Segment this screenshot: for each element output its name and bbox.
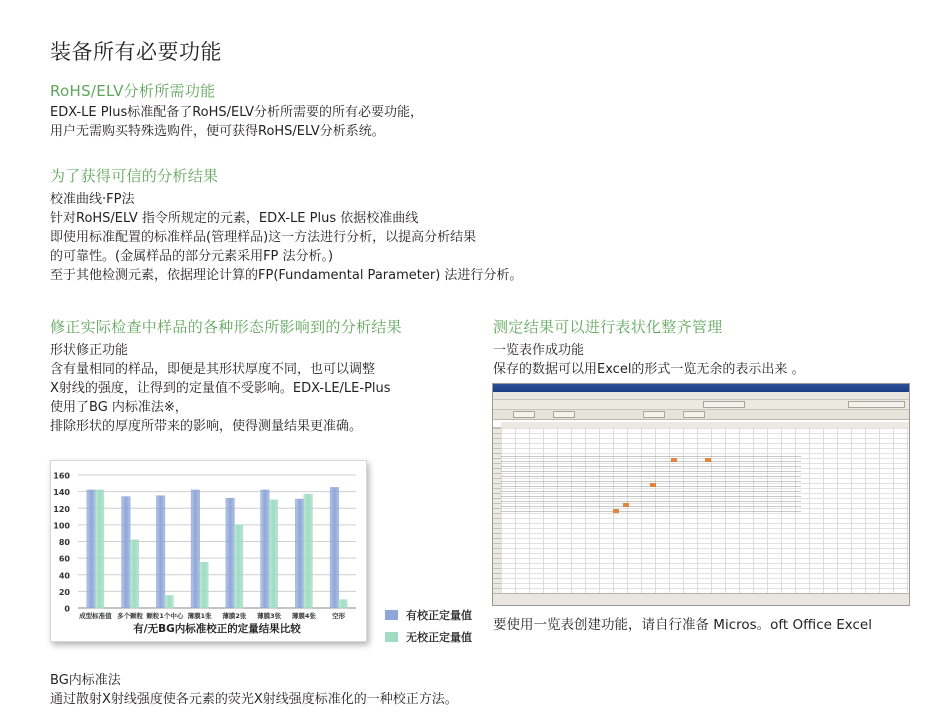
- chart-frame: [50, 460, 367, 642]
- x-tick-label: 薄膜1张: [187, 612, 212, 620]
- rohs-line: EDX-LE Plus标准配备了RoHS/ELV分析所需要的所有必要功能，: [50, 105, 423, 120]
- shape-line: 使用了BG 内标准法※，: [50, 400, 188, 415]
- page-title: 装备所有必要功能: [50, 40, 222, 64]
- excel-status-bar: [493, 593, 909, 605]
- y-tick-label: 140: [53, 488, 70, 498]
- shape-line: 形状修正功能: [50, 343, 129, 358]
- chart-title: 有/无BG内标准校正的定量结果比较: [133, 623, 301, 635]
- legend-swatch-corrected: [385, 610, 398, 620]
- rohs-line: 用户无需购买特殊选购件，便可获得RoHS/ELV分析系统。: [50, 124, 385, 139]
- bar-corrected: [87, 490, 96, 608]
- table-line: 一览表作成功能: [493, 343, 585, 358]
- y-tick-label: 80: [58, 538, 70, 547]
- excel-screenshot: [492, 383, 910, 606]
- table-line: 保存的数据可以用Excel的形式一览无余的表示出来 。: [493, 362, 805, 377]
- y-tick-label: 60: [58, 554, 70, 564]
- reliable-line: 至于其他检测元素，依据理论计算的FP(Fundamental Parameter) 法进行分析。: [50, 268, 523, 283]
- x-tick-label: 颗粒1个中心: [146, 612, 184, 620]
- excel-caption: 要使用一览表创建功能，请自行准备 Micros。oft Office Excel: [493, 617, 872, 633]
- bar-uncorrected: [339, 600, 348, 608]
- y-tick-label: 160: [53, 471, 70, 481]
- legend-item-corrected: [385, 607, 472, 623]
- y-tick-label: 120: [53, 504, 70, 514]
- bg-text: [50, 671, 458, 709]
- excel-menu-bar: [493, 392, 909, 400]
- y-tick-label: 40: [58, 571, 70, 581]
- bar-corrected: [295, 499, 304, 608]
- bar-uncorrected: [304, 494, 313, 608]
- reliable-heading: 为了获得可信的分析结果: [50, 167, 219, 185]
- reliable-line: 针对RoHS/ELV 指令所规定的元素，EDX-LE Plus 依据校准曲线: [50, 211, 419, 226]
- bg-line: BG内标准法: [50, 673, 121, 688]
- legend-label-corrected: 有校正定量值: [406, 609, 472, 622]
- reliable-line: 的可靠性。(金属样品的部分元素采用FP 法分析。): [50, 249, 334, 264]
- bar-corrected: [122, 497, 131, 608]
- bar-corrected: [191, 490, 200, 608]
- y-tick-label: 0: [64, 604, 70, 614]
- y-tick-label: 100: [53, 521, 70, 531]
- table-heading: 测定结果可以进行表状化整齐管理: [493, 318, 723, 336]
- shape-line: X射线的强度，让得到的定量值不受影响。EDX-LE/LE-Plus: [50, 381, 391, 396]
- shape-line: 含有量相同的样品，即便是其形状厚度不同，也可以调整: [50, 362, 376, 377]
- bar-corrected: [156, 496, 165, 608]
- x-tick-label: 薄膜2张: [222, 612, 247, 620]
- legend-item-uncorrected: [385, 629, 472, 645]
- x-tick-label: 多个颗粒: [117, 612, 144, 620]
- shape-line: 排除形状的厚度所带来的影响，使得测量结果更准确。: [50, 419, 363, 434]
- x-tick-label: 空形: [332, 612, 346, 620]
- excel-toolbar: [493, 400, 909, 410]
- bar-uncorrected: [95, 490, 104, 608]
- bar-uncorrected: [269, 500, 278, 608]
- bar-chart: [51, 461, 366, 641]
- bar-uncorrected: [165, 596, 174, 608]
- bg-line: 通过散射X射线强度使各元素的荧光X射线强度标准化的一种校正方法。: [50, 692, 458, 707]
- rohs-heading: RoHS/ELV分析所需功能: [50, 82, 216, 100]
- bar-corrected: [226, 498, 235, 608]
- shape-text: [50, 341, 391, 436]
- bar-uncorrected: [234, 525, 243, 608]
- legend-swatch-uncorrected: [385, 632, 398, 642]
- reliable-line: 校准曲线·FP法: [50, 192, 135, 207]
- x-tick-label: 薄膜3张: [257, 612, 282, 620]
- excel-title-bar: [493, 384, 909, 392]
- rohs-text: [50, 103, 423, 141]
- bar-uncorrected: [200, 562, 209, 608]
- table-text: [493, 341, 805, 379]
- legend-label-uncorrected: 无校正定量值: [406, 631, 472, 644]
- x-tick-label: 薄膜4张: [291, 612, 316, 620]
- y-tick-label: 20: [58, 587, 70, 597]
- excel-row-headers: [493, 428, 501, 594]
- shape-heading: 修正实际检查中样品的各种形态所影响到的分析结果: [50, 318, 402, 336]
- bar-corrected: [330, 487, 339, 608]
- reliable-text: [50, 190, 522, 285]
- bar-corrected: [261, 490, 270, 608]
- bar-uncorrected: [130, 540, 139, 608]
- x-tick-label: 成型标准值: [79, 612, 112, 620]
- reliable-line: 即使用标准配置的标准样品(管理样品)这一方法进行分析，以提高分析结果: [50, 230, 477, 245]
- excel-toolbar-2: [493, 410, 909, 420]
